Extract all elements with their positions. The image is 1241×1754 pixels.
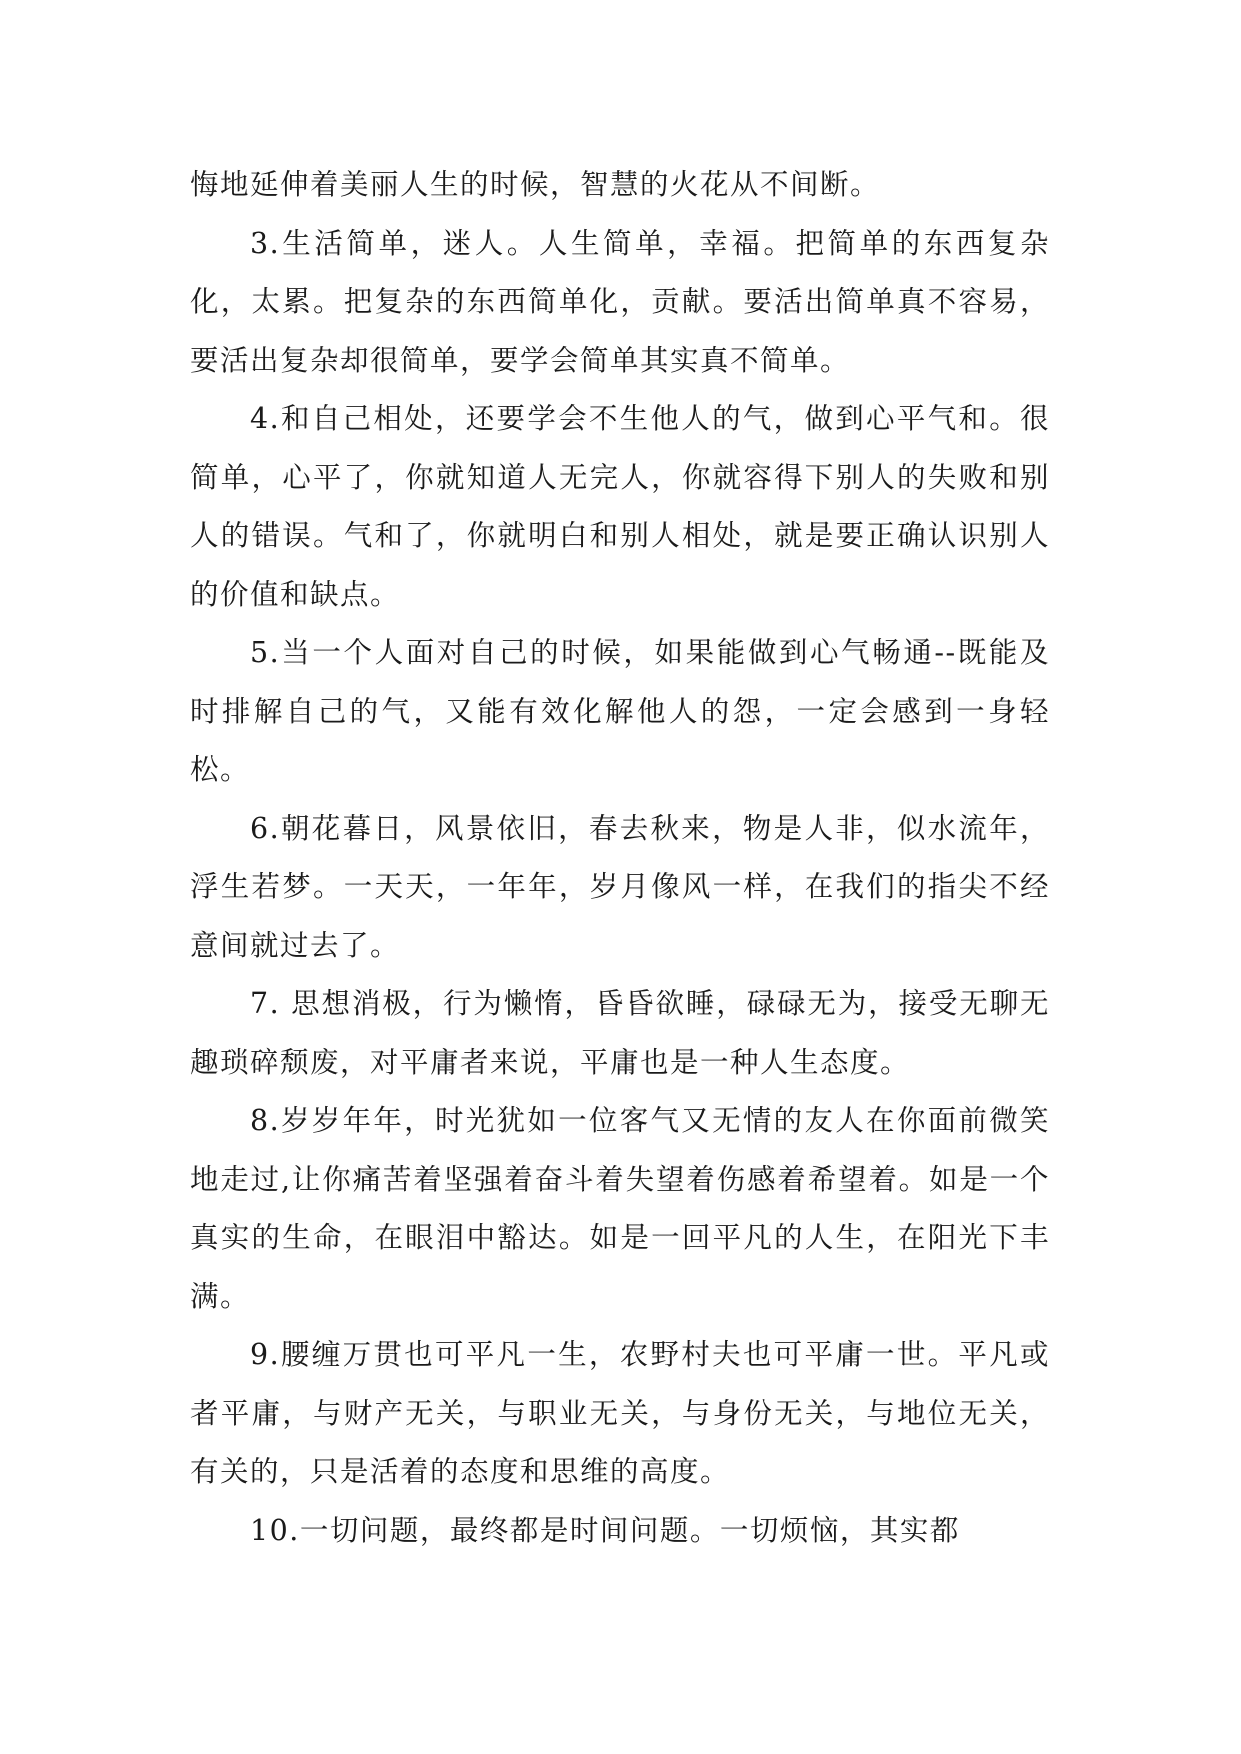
paragraph-item-6: 6.朝花暮日，风景依旧，春去秋来，物是人非，似水流年，浮生若梦。一天天，一年年，岁月像风一样，在我们的指尖不经意间就过去了。 [190,811,1050,962]
paragraph-item-10: 10.一切问题，最终都是时间问题。一切烦恼，其实都 [250,1513,960,1547]
paragraph-item-4: 4.和自己相处，还要学会不生他人的气，做到心平气和。很简单，心平了，你就知道人无完人，你就容得下别人的失败和别人的错误。气和了，你就明白和别人相处，就是要正确认识别人的价值和缺点。 [190,402,1050,611]
paragraph-item-5: 5.当一个人面对自己的时候，如果能做到心气畅通--既能及时排解自己的气，又能有效化解他人的怨，一定会感到一身轻松。 [190,636,1050,786]
paragraph-item-3: 3.生活简单，迷人。人生简单，幸福。把简单的东西复杂化，太累。把复杂的东西简单化，贡献。要活出简单真不容易，要活出复杂却很简单，要学会简单其实真不简单。 [190,226,1050,377]
paragraph-continuation: 悔地延伸着美丽人生的时候，智慧的火花从不间断。 [190,168,881,201]
paragraph-item-9: 9.腰缠万贯也可平凡一生，农野村夫也可平庸一世。平凡或者平庸，与财产无关，与职业无关，与身份无关，与地位无关，有关的，只是活着的态度和思维的高度。 [190,1338,1050,1488]
document-body [190,156,1050,1560]
paragraph-item-8: 8.岁岁年年，时光犹如一位客气又无情的友人在你面前微笑地走过,让你痛苦着坚强着奋斗着失望着伤感着希望着。如是一个真实的生命，在眼泪中豁达。如是一回平凡的人生，在阳光下丰满。 [190,1104,1050,1313]
paragraph-item-7: 7. 思想消极，行为懒惰，昏昏欲睡，碌碌无为，接受无聊无趣琐碎颓废，对平庸者来说，平庸也是一种人生态度。 [190,987,1050,1079]
